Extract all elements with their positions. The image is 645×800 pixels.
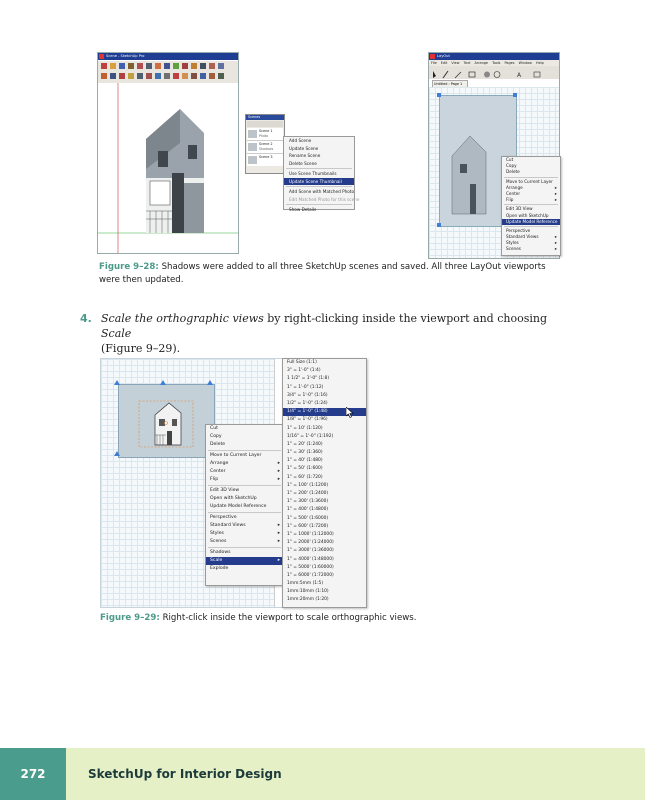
submenu-arrow-icon: ▸ <box>277 461 280 466</box>
scale-submenu <box>282 358 367 608</box>
scene-2-label: Scene 2 <box>259 142 273 146</box>
menu-arrange-label: Arrange <box>210 461 229 466</box>
text-tool-icon: A <box>517 72 522 79</box>
page-number: 272 <box>20 767 46 781</box>
submenu-arrow-icon: ▸ <box>554 234 557 240</box>
menu-copy[interactable]: Copy <box>210 434 222 439</box>
menu-delete-scene[interactable]: Delete Scene <box>289 160 317 166</box>
menu-move-to-current-layer[interactable]: Move to Current Layer <box>210 453 262 458</box>
scenes-dialog-titlebar <box>246 115 284 120</box>
menu-flip-label: Flip <box>506 197 514 203</box>
menu-update-scene[interactable]: Update Scene <box>289 145 319 151</box>
scale-options-list <box>283 359 366 605</box>
submenu-arrow-icon: ▸ <box>554 240 557 246</box>
scale-option[interactable]: 1" = 300' (1:3600) <box>287 499 329 505</box>
menu-arrange[interactable] <box>206 460 283 468</box>
menu-add-scene[interactable]: Add Scene <box>289 138 312 143</box>
scene-3-thumbnail <box>248 156 257 164</box>
scene-3-label: Scene 3 <box>259 155 273 159</box>
scene-1-thumbnail <box>248 130 257 138</box>
menu-separator <box>208 485 281 486</box>
step-text-end: (Figure 9–29). <box>101 342 181 355</box>
menu-separator <box>504 177 558 178</box>
menu-separator <box>504 204 558 205</box>
menu-separator <box>208 450 281 451</box>
footer-page-number-block <box>0 748 66 800</box>
step-text-mid: by right-clicking inside the viewport and choosing <box>263 312 547 325</box>
menu-scenes[interactable] <box>502 246 560 252</box>
step-text-block <box>101 311 571 356</box>
menu-flip[interactable] <box>502 197 560 203</box>
scene-row-1[interactable] <box>247 128 283 141</box>
menu-separator <box>208 512 281 513</box>
menu-delete[interactable]: Delete <box>210 442 226 447</box>
menu-shadows[interactable]: Shadows <box>210 550 231 555</box>
house-window-upper <box>158 151 168 167</box>
pencil-icon <box>443 71 448 78</box>
layout-tab-label: Untitled : Page 1 <box>434 82 463 86</box>
scenes-dialog-title: Scenes <box>248 115 261 119</box>
scale-option[interactable]: 1mm:10mm (1:10) <box>287 589 329 595</box>
layout-context-menu <box>501 156 561 256</box>
submenu-arrow-icon: ▸ <box>277 469 280 474</box>
viewport-corner-handle-icon[interactable] <box>114 380 120 385</box>
layout-menu-view[interactable]: View <box>451 61 460 65</box>
scene-row-2[interactable] <box>247 141 283 154</box>
step-4-instruction <box>80 311 570 355</box>
house-window-small <box>460 164 467 173</box>
house-door <box>172 173 184 233</box>
figure-29-label: Figure 9–29: <box>100 613 160 623</box>
scale-option[interactable]: 1mm:5mm (1:5) <box>287 581 324 587</box>
menu-cut[interactable]: Cut <box>506 157 514 162</box>
menu-edit-matched-photo[interactable]: Edit Matched Photo for this scene <box>289 196 360 202</box>
submenu-arrow-icon: ▸ <box>277 558 280 563</box>
viewport-house-elevation <box>119 385 214 457</box>
menu-delete[interactable]: Delete <box>506 169 520 175</box>
scenes-dialog <box>245 114 285 174</box>
layout-toolbar[interactable] <box>429 66 559 79</box>
step-italic-word: Scale <box>101 327 132 340</box>
menu-scale[interactable] <box>206 557 283 565</box>
scenes-context-menu <box>283 136 360 212</box>
step-number: 4. <box>80 312 92 325</box>
toolbar-row-2-icons <box>101 73 224 79</box>
scale-option[interactable]: 1/16" = 1'-0" (1:192) <box>287 433 334 439</box>
layout-logo-icon <box>430 54 435 59</box>
house-facade-small <box>452 136 486 214</box>
menu-separator <box>286 186 352 187</box>
footer-title-block <box>66 748 645 800</box>
scale-option[interactable]: 1" = 30' (1:360) <box>287 450 323 456</box>
scene-2-sub: Shadows <box>259 147 274 151</box>
scale-option[interactable]: 1" = 2000' (1:24000) <box>287 540 334 546</box>
menu-separator <box>286 204 352 205</box>
menu-move-to-current-layer[interactable]: Move to Current Layer <box>506 178 553 184</box>
scale-option[interactable]: 1" = 6000' (1:72000) <box>287 572 334 578</box>
scale-option[interactable]: 1" = 400' (1:4800) <box>287 507 329 513</box>
menu-standard-views-label: Standard Views <box>210 523 246 528</box>
sketchup-house-drawing <box>98 83 238 253</box>
menu-scenes-label: Scenes <box>210 539 227 544</box>
layout-menu-arrange[interactable]: Arrange <box>474 61 488 65</box>
layout-titlebar <box>429 53 559 60</box>
scale-option[interactable]: 1" = 40' (1:480) <box>287 458 323 464</box>
submenu-arrow-icon: ▸ <box>277 539 280 544</box>
scale-option[interactable]: 1mm:20mm (1:20) <box>287 597 329 603</box>
layout-menu-window[interactable]: Window <box>518 61 532 65</box>
figure-29-viewport[interactable] <box>118 384 215 458</box>
menu-flip[interactable] <box>206 476 283 484</box>
scale-option[interactable]: 1 1/2" = 1'-0" (1:8) <box>287 376 330 382</box>
scale-option[interactable]: 3" = 1'-0" (1:4) <box>287 368 321 374</box>
menu-flip-label: Flip <box>210 477 219 482</box>
figure-28-label: Figure 9–28: <box>99 262 159 272</box>
line-icon <box>455 72 461 78</box>
submenu-arrow-icon: ▸ <box>554 190 557 196</box>
scale-option[interactable]: 1/8" = 1'-0" (1:96) <box>287 417 328 423</box>
submenu-arrow-icon: ▸ <box>277 531 280 536</box>
layout-window-title: LayOut <box>437 54 450 58</box>
menu-add-scene-matched-photo[interactable]: Add Scene with Matched Photo <box>289 189 355 194</box>
menu-perspective[interactable]: Perspective <box>506 227 531 233</box>
scene-row-3[interactable] <box>247 154 283 166</box>
scene-1-label: Scene 1 <box>259 129 273 133</box>
menu-separator <box>208 547 281 548</box>
scale-option[interactable]: 3/4" = 1'-0" (1:16) <box>287 392 328 398</box>
house-window-right <box>188 145 197 159</box>
menu-scenes-label: Scenes <box>506 246 521 252</box>
scale-option[interactable]: 1" = 4000' (1:48000) <box>287 556 334 562</box>
menu-show-details[interactable]: Show Details <box>289 207 317 212</box>
menu-explode[interactable]: Explode <box>210 566 229 571</box>
scenes-dialog-toolbar[interactable] <box>247 121 283 127</box>
viewport-corner-handle-icon[interactable] <box>160 380 166 385</box>
menu-perspective[interactable]: Perspective <box>210 515 237 520</box>
submenu-arrow-icon: ▸ <box>554 184 557 190</box>
figure-29-caption <box>100 612 560 625</box>
menu-styles[interactable] <box>206 530 283 538</box>
menu-styles-label: Styles <box>506 240 519 246</box>
figure-28-caption <box>99 261 565 287</box>
scale-option[interactable]: 1" = 60' (1:720) <box>287 474 323 480</box>
viewport-handle-icon[interactable] <box>513 93 517 97</box>
scale-option[interactable]: 1/2" = 1'-0" (1:24) <box>287 400 328 406</box>
submenu-arrow-icon: ▸ <box>554 246 557 252</box>
scene-2-thumbnail <box>248 143 257 151</box>
scale-option[interactable]: 1" = 10' (1:120) <box>287 425 323 431</box>
grid-icon <box>534 72 540 77</box>
house-door-elev <box>167 431 172 445</box>
menu-standard-views-label: Standard Views <box>506 234 539 240</box>
rectangle-icon <box>469 72 475 77</box>
viewport-context-menu <box>205 424 284 586</box>
circle-icon <box>484 72 490 78</box>
layout-menu-pages[interactable]: Pages <box>504 61 515 65</box>
scale-option[interactable]: 1" = 3000' (1:36000) <box>287 548 334 554</box>
menu-scale-label: Scale <box>210 558 223 563</box>
select-arrow-icon <box>433 71 436 78</box>
figure-28-text: Shadows were added to all three SketchUp scenes and saved. All three LayOut viewports were then updated. <box>99 262 546 285</box>
layout-menu-text[interactable]: Text <box>463 61 471 65</box>
layout-menu-tools[interactable]: Tools <box>492 61 501 65</box>
menu-cut[interactable]: Cut <box>210 426 218 431</box>
menu-open-with-sketchup[interactable]: Open with SketchUp <box>210 496 257 501</box>
menu-center-label: Center <box>506 190 521 196</box>
viewport-corner-handle-icon[interactable] <box>114 451 120 456</box>
menu-separator <box>286 168 352 169</box>
layout-menu-file[interactable]: File <box>431 61 437 65</box>
settings-icon <box>494 72 500 78</box>
menu-center[interactable] <box>206 468 283 476</box>
viewport-handle-icon[interactable] <box>437 223 441 227</box>
scale-option[interactable]: Full Size (1:1) <box>287 360 317 365</box>
house-window-a <box>159 419 165 426</box>
scale-option[interactable]: 1" = 1000' (1:12000) <box>287 531 334 537</box>
sketchup-logo-icon <box>99 54 104 59</box>
house-window-left <box>150 181 170 205</box>
submenu-arrow-icon: ▸ <box>554 197 557 203</box>
sketchup-titlebar <box>98 53 238 60</box>
menu-scenes[interactable] <box>206 538 283 546</box>
submenu-arrow-icon: ▸ <box>277 477 280 482</box>
toolbar-icons[interactable] <box>98 61 238 83</box>
house-right-wall <box>184 183 204 233</box>
menu-open-with-sketchup[interactable]: Open with SketchUp <box>506 212 549 218</box>
sketchup-toolbar[interactable] <box>98 61 238 83</box>
scale-option[interactable]: 1" = 5000' (1:60000) <box>287 564 334 570</box>
figure-29-text: Right-click inside the viewport to scale orthographic views. <box>162 613 417 623</box>
scale-option[interactable]: 1" = 100' (1:1200) <box>287 482 329 488</box>
menu-use-scene-thumbnails[interactable]: Use Scene Thumbnails <box>289 171 337 176</box>
mouse-cursor-icon <box>346 407 354 418</box>
scale-option[interactable]: 1" = 600' (1:7200) <box>287 523 329 529</box>
menu-edit-3d-view[interactable]: Edit 3D View <box>506 206 533 212</box>
viewport-corner-handle-icon[interactable] <box>207 380 213 385</box>
sketchup-screenshot <box>97 52 239 254</box>
scale-option[interactable]: 1" = 1'-0" (1:12) <box>287 384 324 390</box>
menu-styles-label: Styles <box>210 531 224 536</box>
menu-standard-views[interactable] <box>206 522 283 530</box>
house-window-b <box>172 419 177 426</box>
menu-separator <box>504 226 558 227</box>
menu-edit-3d-view[interactable]: Edit 3D View <box>210 488 240 493</box>
scene-1-sub: Photo <box>259 134 269 138</box>
menu-update-scene-thumbnail[interactable]: Update Scene Thumbnail <box>284 178 354 186</box>
scale-option[interactable]: 1/4" = 1'-0" (1:48) <box>283 408 366 416</box>
viewport-handle-icon[interactable] <box>437 93 441 97</box>
step-italic-phrase: Scale the orthographic views <box>101 312 264 325</box>
sketchup-window-title: Scene - SketchUp Pro <box>106 54 145 58</box>
submenu-arrow-icon: ▸ <box>277 523 280 528</box>
scale-option[interactable]: 1" = 200' (1:2400) <box>287 491 329 496</box>
menu-rename-scene[interactable]: Rename Scene <box>289 153 321 158</box>
menu-arrange-label: Arrange <box>506 184 523 190</box>
menu-copy[interactable]: Copy <box>506 163 517 169</box>
layout-menu-edit[interactable]: Edit <box>440 61 448 65</box>
menu-update-model-reference[interactable]: Update Model Reference <box>502 219 560 225</box>
scale-option[interactable]: 1" = 20' (1:240) <box>287 441 323 447</box>
menu-update-model-reference[interactable]: Update Model Reference <box>210 504 267 509</box>
scale-option[interactable]: 1" = 50' (1:600) <box>287 466 323 472</box>
house-door-small <box>470 184 476 214</box>
toolbar-row-1-icons <box>101 63 224 69</box>
layout-menu-help[interactable]: Help <box>536 61 544 65</box>
scale-option[interactable]: 1" = 500' (1:6000) <box>287 515 329 521</box>
menu-center-label: Center <box>210 469 226 474</box>
book-title: SketchUp for Interior Design <box>88 767 282 781</box>
